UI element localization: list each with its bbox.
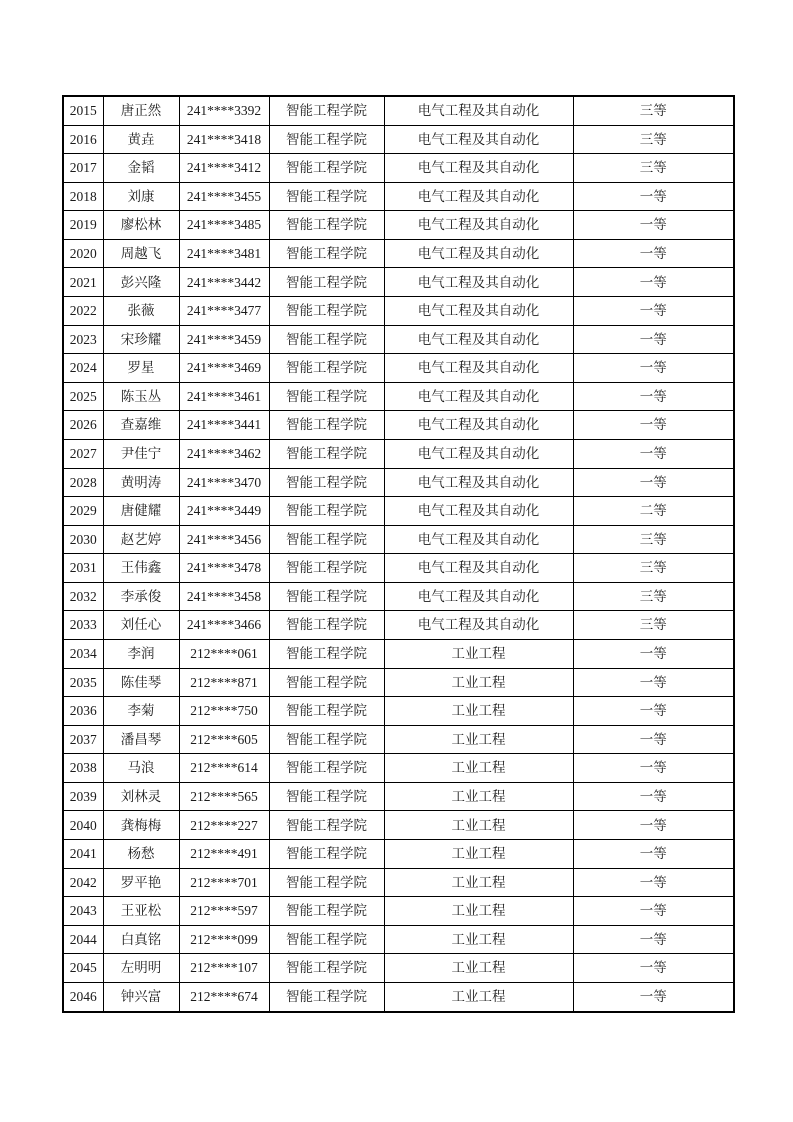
table-row [63, 611, 734, 640]
cell-sequence-number: 2024 [63, 354, 103, 383]
cell-masked-student-no: 212****597 [179, 897, 269, 926]
cell-major: 电气工程及其自动化 [384, 154, 573, 183]
cell-major: 工业工程 [384, 840, 573, 869]
cell-major: 工业工程 [384, 897, 573, 926]
cell-masked-student-no: 212****565 [179, 782, 269, 811]
table-row [63, 954, 734, 983]
cell-award-level: 一等 [573, 811, 734, 840]
cell-masked-student-no: 212****107 [179, 954, 269, 983]
cell-masked-student-no: 241****3441 [179, 411, 269, 440]
cell-college: 智能工程学院 [269, 982, 384, 1012]
table-row [63, 525, 734, 554]
cell-student-name: 查嘉维 [103, 411, 179, 440]
cell-award-level: 三等 [573, 125, 734, 154]
cell-sequence-number: 2033 [63, 611, 103, 640]
cell-masked-student-no: 212****061 [179, 640, 269, 669]
table-row [63, 782, 734, 811]
cell-award-level: 一等 [573, 382, 734, 411]
cell-major: 工业工程 [384, 697, 573, 726]
cell-award-level: 一等 [573, 468, 734, 497]
cell-sequence-number: 2041 [63, 840, 103, 869]
cell-major: 电气工程及其自动化 [384, 96, 573, 125]
cell-student-name: 龚梅梅 [103, 811, 179, 840]
cell-student-name: 杨愁 [103, 840, 179, 869]
cell-student-name: 左明明 [103, 954, 179, 983]
cell-masked-student-no: 241****3461 [179, 382, 269, 411]
cell-major: 电气工程及其自动化 [384, 325, 573, 354]
cell-college: 智能工程学院 [269, 297, 384, 326]
cell-sequence-number: 2019 [63, 211, 103, 240]
cell-sequence-number: 2038 [63, 754, 103, 783]
cell-college: 智能工程学院 [269, 668, 384, 697]
cell-masked-student-no: 241****3418 [179, 125, 269, 154]
cell-major: 电气工程及其自动化 [384, 382, 573, 411]
cell-sequence-number: 2046 [63, 982, 103, 1012]
cell-award-level: 一等 [573, 925, 734, 954]
cell-major: 电气工程及其自动化 [384, 268, 573, 297]
cell-student-name: 马浪 [103, 754, 179, 783]
cell-college: 智能工程学院 [269, 754, 384, 783]
cell-masked-student-no: 241****3455 [179, 182, 269, 211]
cell-major: 电气工程及其自动化 [384, 525, 573, 554]
cell-major: 工业工程 [384, 982, 573, 1012]
cell-sequence-number: 2044 [63, 925, 103, 954]
cell-sequence-number: 2040 [63, 811, 103, 840]
cell-student-name: 廖松林 [103, 211, 179, 240]
cell-award-level: 一等 [573, 182, 734, 211]
cell-masked-student-no: 212****099 [179, 925, 269, 954]
cell-student-name: 刘林灵 [103, 782, 179, 811]
cell-student-name: 李菊 [103, 697, 179, 726]
cell-student-name: 宋珍耀 [103, 325, 179, 354]
cell-major: 电气工程及其自动化 [384, 439, 573, 468]
cell-sequence-number: 2036 [63, 697, 103, 726]
table-row [63, 554, 734, 583]
cell-student-name: 李润 [103, 640, 179, 669]
cell-sequence-number: 2039 [63, 782, 103, 811]
cell-award-level: 三等 [573, 154, 734, 183]
cell-sequence-number: 2017 [63, 154, 103, 183]
cell-sequence-number: 2020 [63, 239, 103, 268]
cell-masked-student-no: 212****750 [179, 697, 269, 726]
cell-sequence-number: 2025 [63, 382, 103, 411]
cell-award-level: 一等 [573, 297, 734, 326]
cell-award-level: 一等 [573, 897, 734, 926]
cell-award-level: 二等 [573, 497, 734, 526]
table-row [63, 411, 734, 440]
cell-student-name: 罗平艳 [103, 868, 179, 897]
cell-masked-student-no: 212****701 [179, 868, 269, 897]
cell-student-name: 赵艺婷 [103, 525, 179, 554]
cell-sequence-number: 2029 [63, 497, 103, 526]
cell-award-level: 三等 [573, 525, 734, 554]
cell-sequence-number: 2035 [63, 668, 103, 697]
cell-sequence-number: 2018 [63, 182, 103, 211]
table-row [63, 96, 734, 125]
cell-college: 智能工程学院 [269, 411, 384, 440]
cell-student-name: 唐正然 [103, 96, 179, 125]
cell-college: 智能工程学院 [269, 782, 384, 811]
cell-college: 智能工程学院 [269, 239, 384, 268]
cell-award-level: 一等 [573, 754, 734, 783]
cell-award-level: 一等 [573, 211, 734, 240]
cell-award-level: 一等 [573, 325, 734, 354]
cell-award-level: 一等 [573, 640, 734, 669]
award-table-body [63, 96, 734, 1012]
cell-student-name: 陈玉丛 [103, 382, 179, 411]
cell-masked-student-no: 212****605 [179, 725, 269, 754]
cell-award-level: 一等 [573, 354, 734, 383]
cell-college: 智能工程学院 [269, 125, 384, 154]
cell-masked-student-no: 241****3485 [179, 211, 269, 240]
cell-student-name: 尹佳宁 [103, 439, 179, 468]
cell-sequence-number: 2034 [63, 640, 103, 669]
cell-masked-student-no: 212****871 [179, 668, 269, 697]
cell-college: 智能工程学院 [269, 182, 384, 211]
cell-sequence-number: 2023 [63, 325, 103, 354]
cell-major: 电气工程及其自动化 [384, 354, 573, 383]
table-row [63, 897, 734, 926]
cell-major: 电气工程及其自动化 [384, 468, 573, 497]
cell-student-name: 金韬 [103, 154, 179, 183]
cell-major: 电气工程及其自动化 [384, 182, 573, 211]
cell-masked-student-no: 241****3412 [179, 154, 269, 183]
table-row [63, 925, 734, 954]
cell-college: 智能工程学院 [269, 154, 384, 183]
cell-award-level: 一等 [573, 668, 734, 697]
cell-masked-student-no: 212****227 [179, 811, 269, 840]
cell-college: 智能工程学院 [269, 354, 384, 383]
cell-student-name: 钟兴富 [103, 982, 179, 1012]
cell-sequence-number: 2030 [63, 525, 103, 554]
cell-major: 电气工程及其自动化 [384, 239, 573, 268]
cell-sequence-number: 2027 [63, 439, 103, 468]
cell-student-name: 彭兴隆 [103, 268, 179, 297]
cell-masked-student-no: 241****3459 [179, 325, 269, 354]
cell-masked-student-no: 241****3469 [179, 354, 269, 383]
cell-college: 智能工程学院 [269, 497, 384, 526]
cell-major: 电气工程及其自动化 [384, 497, 573, 526]
cell-sequence-number: 2022 [63, 297, 103, 326]
table-row [63, 325, 734, 354]
cell-student-name: 刘任心 [103, 611, 179, 640]
cell-college: 智能工程学院 [269, 582, 384, 611]
cell-college: 智能工程学院 [269, 439, 384, 468]
cell-major: 工业工程 [384, 668, 573, 697]
table-row [63, 811, 734, 840]
table-row [63, 182, 734, 211]
cell-masked-student-no: 241****3466 [179, 611, 269, 640]
table-row [63, 668, 734, 697]
cell-college: 智能工程学院 [269, 96, 384, 125]
cell-student-name: 王伟鑫 [103, 554, 179, 583]
cell-masked-student-no: 212****491 [179, 840, 269, 869]
cell-award-level: 一等 [573, 982, 734, 1012]
cell-sequence-number: 2015 [63, 96, 103, 125]
cell-student-name: 李承俊 [103, 582, 179, 611]
table-row [63, 725, 734, 754]
cell-sequence-number: 2042 [63, 868, 103, 897]
cell-student-name: 罗星 [103, 354, 179, 383]
table-row [63, 154, 734, 183]
cell-college: 智能工程学院 [269, 925, 384, 954]
cell-college: 智能工程学院 [269, 325, 384, 354]
table-row [63, 640, 734, 669]
cell-award-level: 一等 [573, 268, 734, 297]
cell-major: 工业工程 [384, 640, 573, 669]
cell-major: 工业工程 [384, 725, 573, 754]
cell-student-name: 刘康 [103, 182, 179, 211]
cell-sequence-number: 2031 [63, 554, 103, 583]
cell-college: 智能工程学院 [269, 840, 384, 869]
table-row [63, 439, 734, 468]
cell-college: 智能工程学院 [269, 897, 384, 926]
cell-college: 智能工程学院 [269, 725, 384, 754]
cell-student-name: 唐健耀 [103, 497, 179, 526]
cell-student-name: 陈佳琴 [103, 668, 179, 697]
cell-sequence-number: 2045 [63, 954, 103, 983]
table-row [63, 354, 734, 383]
cell-college: 智能工程学院 [269, 811, 384, 840]
cell-award-level: 一等 [573, 439, 734, 468]
cell-award-level: 三等 [573, 611, 734, 640]
cell-sequence-number: 2028 [63, 468, 103, 497]
cell-student-name: 王亚松 [103, 897, 179, 926]
cell-award-level: 一等 [573, 954, 734, 983]
cell-masked-student-no: 241****3477 [179, 297, 269, 326]
cell-student-name: 黄明涛 [103, 468, 179, 497]
cell-college: 智能工程学院 [269, 697, 384, 726]
cell-major: 电气工程及其自动化 [384, 611, 573, 640]
cell-major: 电气工程及其自动化 [384, 297, 573, 326]
cell-masked-student-no: 241****3470 [179, 468, 269, 497]
cell-masked-student-no: 212****614 [179, 754, 269, 783]
table-row [63, 754, 734, 783]
cell-major: 工业工程 [384, 868, 573, 897]
cell-sequence-number: 2043 [63, 897, 103, 926]
table-row [63, 582, 734, 611]
cell-student-name: 周越飞 [103, 239, 179, 268]
cell-college: 智能工程学院 [269, 525, 384, 554]
cell-college: 智能工程学院 [269, 268, 384, 297]
cell-college: 智能工程学院 [269, 211, 384, 240]
cell-masked-student-no: 241****3456 [179, 525, 269, 554]
table-row [63, 239, 734, 268]
cell-sequence-number: 2021 [63, 268, 103, 297]
cell-college: 智能工程学院 [269, 611, 384, 640]
cell-major: 工业工程 [384, 811, 573, 840]
table-row [63, 868, 734, 897]
cell-sequence-number: 2026 [63, 411, 103, 440]
table-row [63, 468, 734, 497]
cell-masked-student-no: 241****3449 [179, 497, 269, 526]
cell-student-name: 潘昌琴 [103, 725, 179, 754]
cell-sequence-number: 2037 [63, 725, 103, 754]
cell-sequence-number: 2016 [63, 125, 103, 154]
cell-student-name: 白真铭 [103, 925, 179, 954]
cell-award-level: 一等 [573, 411, 734, 440]
award-list-table [62, 95, 735, 1013]
cell-award-level: 一等 [573, 782, 734, 811]
cell-major: 电气工程及其自动化 [384, 411, 573, 440]
cell-masked-student-no: 241****3462 [179, 439, 269, 468]
cell-major: 电气工程及其自动化 [384, 125, 573, 154]
cell-major: 电气工程及其自动化 [384, 554, 573, 583]
table-row [63, 211, 734, 240]
cell-student-name: 张薇 [103, 297, 179, 326]
table-row [63, 382, 734, 411]
table-row [63, 697, 734, 726]
table-row [63, 840, 734, 869]
cell-award-level: 三等 [573, 96, 734, 125]
cell-award-level: 一等 [573, 239, 734, 268]
cell-award-level: 一等 [573, 697, 734, 726]
cell-masked-student-no: 212****674 [179, 982, 269, 1012]
cell-award-level: 三等 [573, 582, 734, 611]
cell-masked-student-no: 241****3478 [179, 554, 269, 583]
cell-college: 智能工程学院 [269, 954, 384, 983]
cell-award-level: 一等 [573, 868, 734, 897]
cell-award-level: 一等 [573, 840, 734, 869]
cell-award-level: 三等 [573, 554, 734, 583]
table-row [63, 982, 734, 1012]
cell-award-level: 一等 [573, 725, 734, 754]
cell-masked-student-no: 241****3392 [179, 96, 269, 125]
table-row [63, 297, 734, 326]
cell-student-name: 黄垚 [103, 125, 179, 154]
cell-masked-student-no: 241****3442 [179, 268, 269, 297]
cell-college: 智能工程学院 [269, 382, 384, 411]
cell-masked-student-no: 241****3458 [179, 582, 269, 611]
cell-masked-student-no: 241****3481 [179, 239, 269, 268]
cell-major: 工业工程 [384, 754, 573, 783]
cell-college: 智能工程学院 [269, 554, 384, 583]
table-row [63, 497, 734, 526]
cell-college: 智能工程学院 [269, 640, 384, 669]
table-row [63, 268, 734, 297]
table-row [63, 125, 734, 154]
cell-college: 智能工程学院 [269, 468, 384, 497]
cell-major: 电气工程及其自动化 [384, 582, 573, 611]
cell-college: 智能工程学院 [269, 868, 384, 897]
cell-major: 工业工程 [384, 782, 573, 811]
cell-major: 电气工程及其自动化 [384, 211, 573, 240]
cell-major: 工业工程 [384, 925, 573, 954]
cell-major: 工业工程 [384, 954, 573, 983]
cell-sequence-number: 2032 [63, 582, 103, 611]
